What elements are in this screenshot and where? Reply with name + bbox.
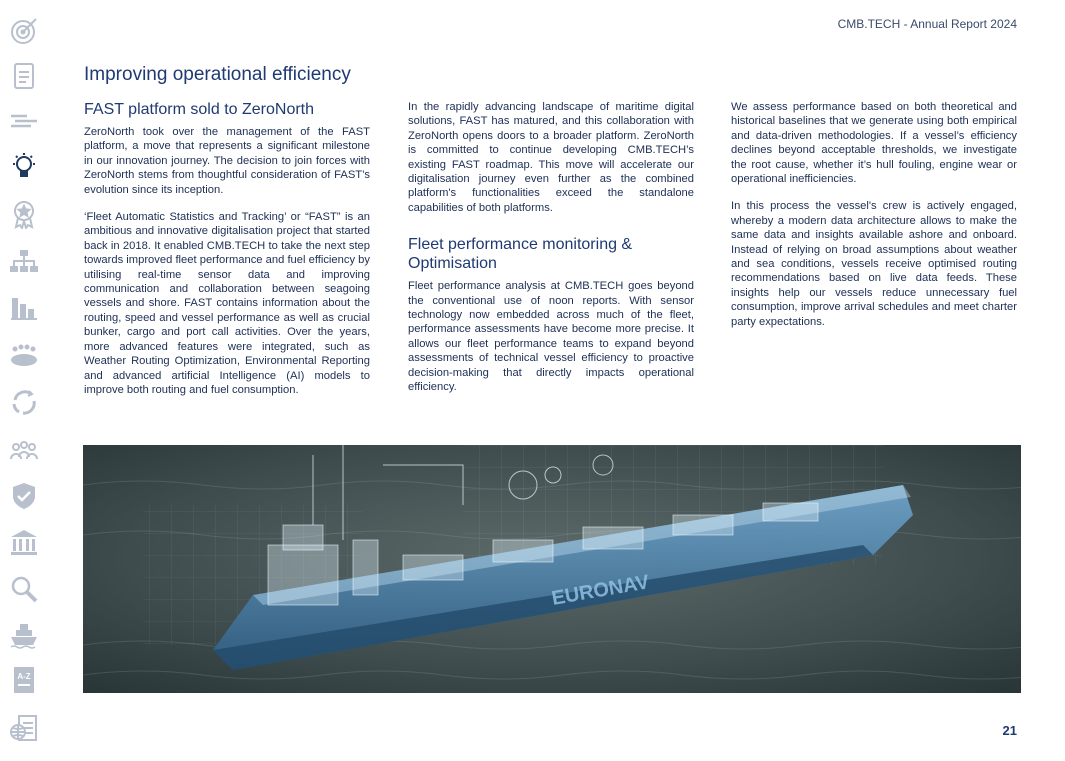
paragraph: ‘Fleet Automatic Statistics and Tracking’ or “FAST” is an ambitious and innovative digitalisation project that started back in 2018. It enabled CMB.TECH to take the next step towards improved fleet performance and fuel efficiency by utilising real-time sensor data and improving communication and collaboration between seagoing vessels and shore. FAST contains information about the routing, speed and vessel performance as well as crucial bunker, cargo and port call activities. Over the years, more advanced features were integrated, such as Weather Routing Optimization, Environmental Reporting and advanced artificial Intelligence (AI) models to improve both routing and fuel consumption. <box>84 211 370 396</box>
section-title-fleet-performance: Fleet performance monitoring & Optimisation <box>408 236 633 273</box>
recycle-globe-icon[interactable] <box>6 384 42 420</box>
report-header-title: CMB.TECH - Annual Report 2024 <box>837 17 1017 31</box>
column-middle <box>408 100 694 408</box>
target-icon[interactable] <box>6 13 42 49</box>
globe-document-icon[interactable] <box>6 710 42 746</box>
hull-name-text: EURONAV <box>550 571 651 610</box>
page-title: Improving operational efficiency <box>84 64 351 85</box>
speed-lines-icon[interactable] <box>6 103 42 139</box>
column-left <box>84 100 370 410</box>
lightbulb-icon[interactable] <box>6 148 42 184</box>
magnifier-icon[interactable] <box>6 571 42 607</box>
paragraph: In the rapidly advancing landscape of maritime digital solutions, FAST has matured, and this collaboration with ZeroNorth opens doors to a broader platform. ZeroNorth is committed to continue developing CMB.TECH’s existing FAST roadmap. This move will accelerate our digitalisation journey even further as the combined platform's functionalities exceed the standalone capabilities of both platforms. <box>408 101 694 214</box>
people-group-icon[interactable] <box>6 432 42 468</box>
page-number: 21 <box>1002 723 1017 738</box>
column-right <box>731 100 1017 342</box>
a-z-index-icon[interactable] <box>6 662 42 698</box>
paragraph: In this process the vessel's crew is actively engaged, whereby a modern data architecture allows to make the same data and insights available ashore and onboard. Instead of relying on broad assumptions about weather and sea conditions, vessels receive optimised routing recommendations based on live data feeds. These insights help our vessels reduce unnecessary fuel consumption, improve arrival schedules and meet charter party expectations. <box>731 200 1017 328</box>
vessel-hologram-image <box>83 445 1021 693</box>
paragraph: We assess performance based on both theoretical and historical baselines that we generate using both empirical and data-driven methodologies. If a vessel’s efficiency declines beyond acceptable thresholds, we investigate the root cause, whether it’s hull fouling, engine wear or operational inefficiencies. <box>731 101 1017 186</box>
sidebar-nav <box>0 0 50 761</box>
paragraph: ZeroNorth took over the management of the FAST platform, a move that represents a significant milestone in our innovation journey. The decision to join forces with ZeroNorth stems from thoughtful consideration of FAST’s evolution since its inception. <box>84 126 370 196</box>
svg-text:A-Z: A-Z <box>17 672 31 681</box>
bank-building-icon[interactable] <box>6 525 42 561</box>
org-chart-icon[interactable] <box>6 243 42 279</box>
bar-chart-icon[interactable] <box>6 289 42 325</box>
shield-check-icon[interactable] <box>6 478 42 514</box>
award-ribbon-icon[interactable] <box>6 196 42 232</box>
meeting-table-icon[interactable] <box>6 337 42 373</box>
document-icon[interactable] <box>6 58 42 94</box>
paragraph: Fleet performance analysis at CMB.TECH goes beyond the conventional use of noon reports. With sensor technology now embedded across much of the fleet, performance assessments have become more precise. It allows our fleet performance teams to expand beyond assessments of technical vessel efficiency to proactive decision-making that directly impacts operational efficiency. <box>408 280 694 394</box>
section-title-fast: FAST platform sold to ZeroNorth <box>84 101 315 118</box>
ship-icon[interactable] <box>6 617 42 653</box>
